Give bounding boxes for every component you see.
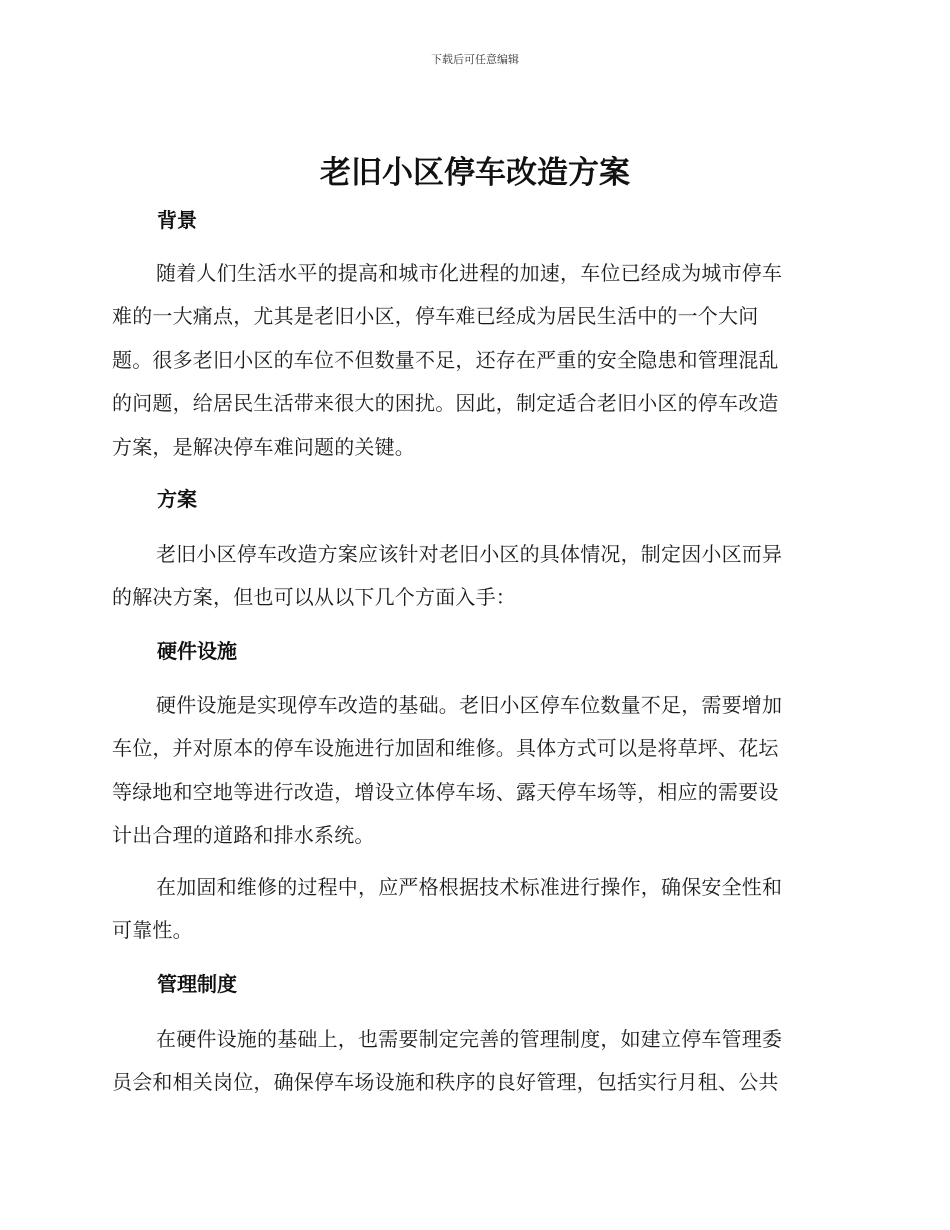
section-heading-management: 管理制度 <box>157 972 237 996</box>
page-header-note: 下载后可任意编辑 <box>431 53 519 66</box>
text-line: 题。很多老旧小区的车位不但数量不足，还存在严重的安全隐患和管理混乱 <box>112 347 779 372</box>
text-line: 可靠性。 <box>112 918 193 943</box>
text-line: 在加固和维修的过程中，应严格根据技术标准进行操作，确保安全性和 <box>156 875 783 899</box>
section-heading-hardware: 硬件设施 <box>157 639 237 663</box>
section-heading-background: 背景 <box>157 208 197 232</box>
text-line: 等绿地和空地等进行改造，增设立体停车场、露天停车场等，相应的需要设 <box>112 779 779 804</box>
paragraph-hardware-1 <box>112 684 832 858</box>
document-title: 老旧小区停车改造方案 <box>320 155 630 191</box>
paragraph-management <box>112 1018 832 1105</box>
text-line: 车位，并对原本的停车设施进行加固和维修。具体方式可以是将草坪、花坛 <box>112 736 779 761</box>
text-line: 员会和相关岗位，确保停车场设施和秩序的良好管理，包括实行月租、公共 <box>112 1070 779 1095</box>
text-line: 难的一大痛点，尤其是老旧小区，停车难已经成为居民生活中的一个大问 <box>112 304 759 329</box>
text-line: 方案，是解决停车难问题的关键。 <box>112 434 415 459</box>
text-line: 的问题，给居民生活带来很大的困扰。因此，制定适合老旧小区的停车改造 <box>112 391 779 416</box>
text-line: 硬件设施是实现停车改造的基础。老旧小区停车位数量不足，需要增加 <box>156 693 783 717</box>
paragraph-background <box>112 252 832 469</box>
text-line: 老旧小区停车改造方案应该针对老旧小区的具体情况，制定因小区而异 <box>156 542 783 566</box>
paragraph-plan <box>112 533 832 620</box>
text-line: 随着人们生活水平的提高和城市化进程的加速，车位已经成为城市停车 <box>156 261 783 285</box>
section-heading-plan: 方案 <box>157 487 197 511</box>
text-line: 在硬件设施的基础上，也需要制定完善的管理制度，如建立停车管理委 <box>156 1027 783 1051</box>
text-line: 的解决方案，但也可以从以下几个方面入手： <box>112 585 516 610</box>
text-line: 计出合理的道路和排水系统。 <box>112 823 375 848</box>
paragraph-hardware-2 <box>112 866 832 953</box>
